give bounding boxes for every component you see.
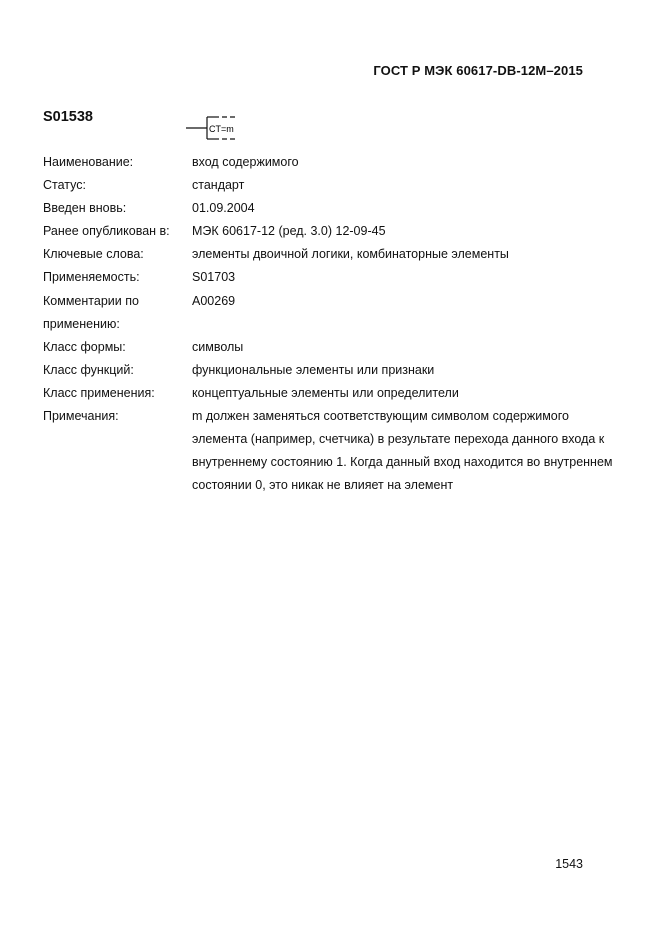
field-row	[43, 220, 613, 243]
field-value: МЭК 60617-12 (ред. 3.0) 12-09-45	[192, 224, 386, 239]
field-value: концептуальные элементы или определители	[192, 385, 459, 400]
logic-symbol	[186, 111, 248, 141]
field-row	[43, 359, 613, 382]
field-label: Ранее опубликован в:	[43, 224, 170, 239]
field-row	[43, 197, 613, 220]
field-value: стандарт	[192, 178, 245, 193]
field-value: A00269	[192, 293, 236, 308]
field-row	[43, 382, 613, 405]
field-value: элементы двоичной логики, комбинаторные элементы	[192, 247, 509, 262]
field-label: Применяемость:	[43, 270, 140, 285]
field-value: 01.09.2004	[192, 201, 255, 216]
symbol-code: S01538	[43, 109, 93, 125]
field-label: Класс функций:	[43, 362, 134, 377]
field-label: Примечания:	[43, 409, 119, 424]
field-row	[43, 174, 613, 197]
field-row	[43, 243, 613, 266]
attribute-list	[43, 151, 613, 497]
field-label: Комментарии по применению:	[43, 293, 139, 331]
field-label: Введен вновь:	[43, 201, 127, 216]
field-value: символы	[192, 339, 244, 354]
field-row	[43, 290, 613, 336]
field-row	[43, 151, 613, 174]
field-label: Статус:	[43, 178, 86, 193]
field-row	[43, 405, 613, 497]
field-label: Наименование:	[43, 155, 134, 169]
content-input-symbol-icon	[186, 111, 248, 141]
symbol-label: CT=m	[209, 124, 234, 134]
field-value: функциональные элементы или признаки	[192, 362, 435, 377]
page-number: 1543	[555, 857, 583, 871]
field-row	[43, 266, 613, 289]
field-value: S01703	[192, 270, 236, 285]
field-value: m должен заменяться соответствующим символом содержимого элемента (например, счетчика) в результате перехода данного входа к внутреннему состоянию 1. Когда данный вход находится во внутреннем состоянии 0, это никак не влияет на элемент	[192, 409, 613, 493]
field-row	[43, 336, 613, 359]
field-value: вход содержимого	[192, 155, 299, 169]
document-title: ГОСТ Р МЭК 60617-DB-12M–2015	[373, 63, 583, 78]
field-label: Класс формы:	[43, 339, 126, 354]
field-label: Класс применения:	[43, 385, 155, 400]
field-label: Ключевые слова:	[43, 247, 144, 262]
